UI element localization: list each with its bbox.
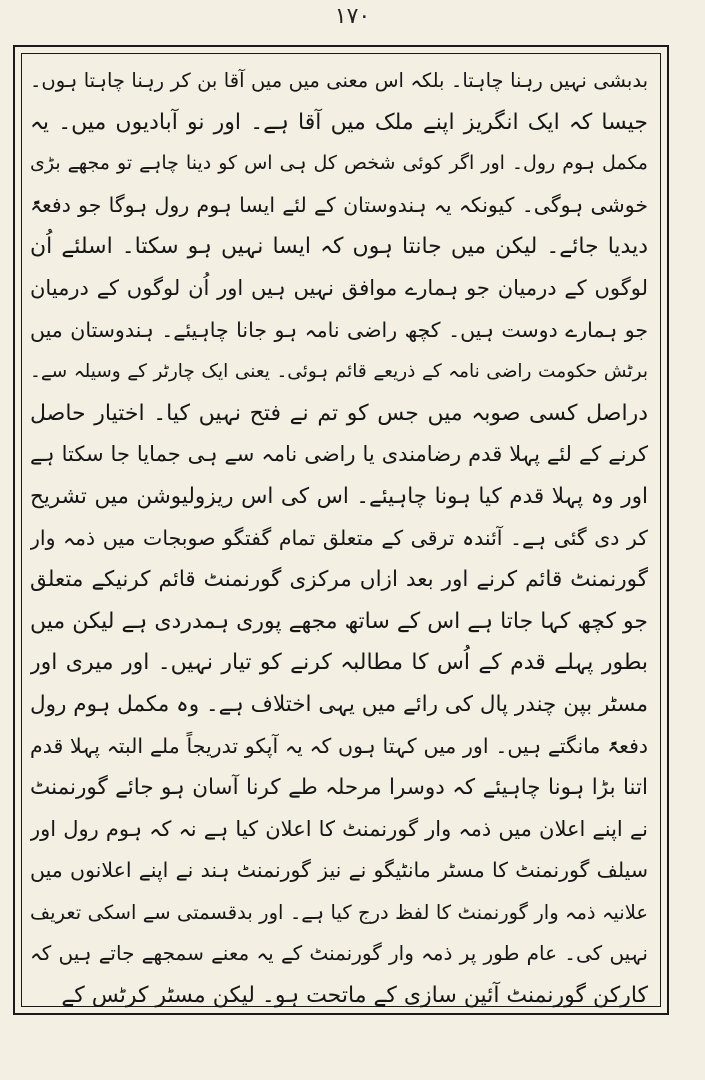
- text-line: مکمل ہوم رول۔ اور اگر کوئی شخص کل ہی اس کو دینا چاہے تو مجھے بڑی: [30, 152, 648, 175]
- text-line: دفعۃً مانگتے ہیں۔ اور میں کہتا ہوں کہ یہ آپکو تدریجاً ملے البتہ پہلا قدم: [30, 733, 648, 758]
- text-line: اتنا بڑا ہونا چاہیئے کہ دوسرا مرحلہ طے کرنا آسان ہو جائے گورنمنٹ: [30, 775, 648, 801]
- text-line: نہیں کی۔ عام طور پر ذمہ وار گورنمنٹ کے یہ معنے سمجھے جاتے ہیں کہ: [30, 941, 648, 966]
- text-line: بدبشی نہیں رہنا چاہتا۔ بلکہ اس معنی میں میں آقا بن کر رہنا چاہتا ہوں۔: [30, 69, 648, 92]
- text-line: دیدیا جائے۔ لیکن میں جانتا ہوں کہ ایسا نہیں ہو سکتا۔ اسلئے اُن: [30, 234, 648, 260]
- text-line: مسٹر بپن چندر پال کی رائے میں یہی اختلاف ہے۔ وہ مکمل ہوم رول: [30, 691, 648, 717]
- text-line: خوشی ہوگی۔ کیونکہ یہ ہندوستان کے لئے ایسا ہوم رول ہوگا جو دفعۃً: [30, 192, 648, 217]
- text-line: کرنے کے لئے پہلا قدم رضامندی یا راضی نامہ سے ہی جمایا جا سکتا ہے: [30, 442, 648, 467]
- text-line: نے اپنے اعلان میں ذمہ وار گورنمنٹ کا اعلان کیا ہے نہ کہ ہوم رول اور: [30, 816, 648, 841]
- text-line: سیلف گورنمنٹ کا مسٹر مانٹیگو نے نیز گورنمنٹ ہند نے اپنے اعلانوں میں: [30, 858, 648, 883]
- body-text: [30, 60, 648, 1017]
- text-line: دراصل کسی صوبہ میں جس کو تم نے فتح نہیں کیا۔ اختیار حاصل: [30, 400, 648, 426]
- text-line: گورنمنٹ قائم کرنے اور بعد ازاں مرکزی گورنمنٹ قائم کرنیکے متعلق: [30, 567, 648, 593]
- text-line: کارکن گورنمنٹ آئین سازی کے ماتحت ہو۔ لیکن مسٹر کرٹس کے: [61, 983, 648, 1009]
- text-line: جو ہمارے دوست ہیں۔ کچھ راضی نامہ ہو جانا چاہیئے۔ ہندوستان میں: [30, 317, 648, 342]
- text-line: کر دی گئی ہے۔ آئندہ ترقی کے متعلق تمام گفتگو صوبجات میں ذمہ وار: [30, 525, 648, 550]
- text-line: اور وہ پہلا قدم کیا ہونا چاہیئے۔ اس کی اس ریزولیوشن میں تشریح: [30, 483, 648, 509]
- text-line: علانیہ ذمہ وار گورنمنٹ کا لفظ درج کیا ہے۔ اور بدقسمتی سے اسکی تعریف: [30, 900, 648, 924]
- text-line: بطور پہلے قدم کے اُس کا مطالبہ کرنے کو تیار نہیں۔ اور میری اور: [30, 650, 648, 676]
- text-line: جیسا کہ ایک انگریز اپنے ملک میں آقا ہے۔ اور نو آبادیوں میں۔ یہ: [30, 109, 648, 135]
- text-line: لوگوں کے درمیان جو ہمارے موافق نہیں ہیں اور اُن لوگوں کے درمیان: [30, 275, 648, 300]
- text-line: برٹش حکومت راضی نامہ کے ذریعے قائم ہوئی۔ یعنی ایک چارٹر کے وسیلہ سے۔: [30, 361, 648, 383]
- page-number: ۱۷۰: [334, 4, 371, 29]
- text-line: جو کچھ کہا جاتا ہے اس کے ساتھ مجھے پوری ہمدردی ہے لیکن میں: [30, 608, 648, 634]
